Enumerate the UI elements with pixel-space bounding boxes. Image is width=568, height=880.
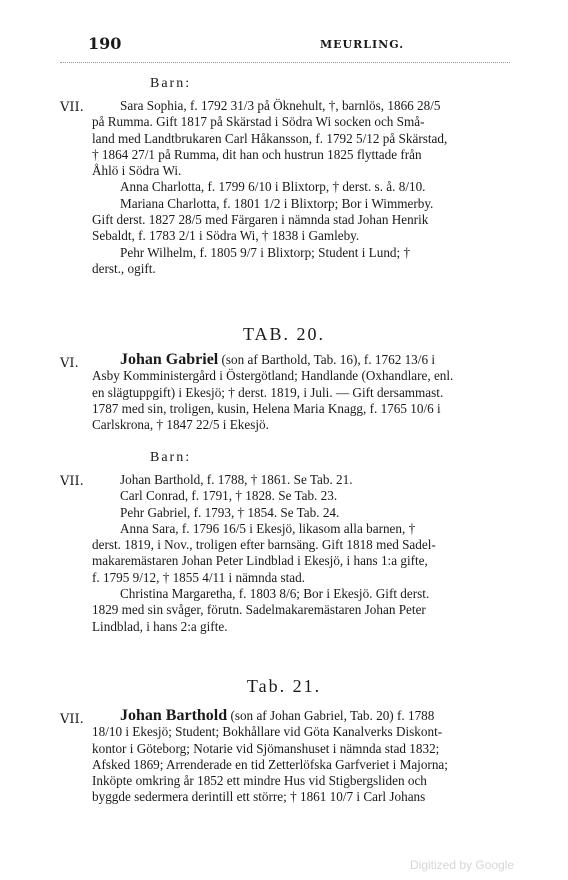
entry-line: 1787 med sin, troligen, kusin, Helena Maria Knagg, f. 1765 10/6 i (92, 400, 441, 416)
entry-line: kontor i Göteborg; Notarie vid Sjömanshuset i nämnda stad 1832; (92, 740, 440, 756)
entry-line: Asby Komministergård i Östergötland; Handlande (Oxhandlare, enl. (92, 368, 454, 384)
entry-line: † 1864 27/1 på Rumma, dit han och hustrun 1825 flyttade från (92, 146, 422, 162)
entry-text: (son af Johan Gabriel, Tab. 20) f. 1788 (227, 708, 435, 723)
children-list (92, 98, 558, 277)
running-head: MEURLING. (320, 38, 405, 51)
entry-line: Lindblad, i hans 2:a gifte. (92, 618, 228, 634)
barn-label: Barn: (150, 76, 192, 91)
entry-line: Carlskrona, † 1847 22/5 i Ekesjö. (92, 417, 269, 433)
generation-marker: VI. (60, 356, 79, 371)
entry-line: byggde sedermera derintill ett större; † 1861 10/7 i Carl Johans (92, 789, 426, 805)
entry-line: Christina Margaretha, f. 1803 8/6; Bor i Ekesjö. Gift derst. (120, 586, 430, 602)
entry-line: Anna Charlotta, f. 1799 6/10 i Blixtorp, † derst. s. å. 8/10. (120, 179, 426, 195)
header-rule (60, 62, 510, 63)
person-name: Johan Gabriel (120, 351, 219, 368)
entry-line: derst. 1819, i Nov., troligen efter barnsäng. Gift 1818 med Sadel- (92, 537, 436, 553)
entry-line: land med Landtbrukaren Carl Håkansson, f. 1792 5/12 på Skärstad, (92, 130, 448, 146)
page-number: 190 (88, 34, 122, 53)
entry-line: makaremästaren Johan Peter Lindblad i Ekesjö, i hans 1:a gifte, (92, 553, 428, 569)
entry-line: en slägtuppgift) i Ekesjö; † derst. 1819, i Juli. — Gift dersammast. (92, 384, 444, 400)
generation-marker: VII. (60, 712, 84, 727)
entry-line: Pehr Gabriel, f. 1793, † 1854. Se Tab. 24. (120, 504, 340, 520)
biography-paragraph (92, 352, 558, 433)
entry-line: Sebaldt, f. 1783 2/1 i Södra Wi, † 1838 i Gamleby. (92, 228, 360, 244)
entry-line: Pehr Wilhelm, f. 1805 9/7 i Blixtorp; Student i Lund; † (120, 244, 411, 260)
watermark: Digitized by Google (410, 858, 515, 872)
person-name: Johan Barthold (120, 707, 228, 724)
entry-line: Åhlö i Södra Wi. (92, 163, 182, 179)
entry-line: Inköpte omkring år 1852 ett mindre Hus vid Stigbergsliden och (92, 773, 427, 789)
entry-line: Carl Conrad, f. 1791, † 1828. Se Tab. 23. (120, 488, 338, 504)
entry-line: derst., ogift. (92, 260, 156, 276)
generation-marker: VII. (60, 474, 84, 489)
entry-line: Sara Sophia, f. 1792 31/3 på Öknehult, †, barnlös, 1866 28/5 (120, 98, 441, 113)
entry-line: Afsked 1869; Arrenderade en tid Zetterlöfska Garfveriet i Majorna; (92, 756, 448, 772)
entry-line: Mariana Charlotta, f. 1801 1/2 i Blixtorp; Bor i Wimmerby. (120, 195, 434, 211)
biography-paragraph (92, 708, 558, 806)
entry-line: på Rumma. Gift 1817 på Skärstad i Södra Wi socken och Små- (92, 114, 425, 130)
section-heading: TAB. 20. (242, 324, 326, 344)
entry-line: Gift derst. 1827 28/5 med Färgaren i nämnda stad Johan Henrik (92, 212, 429, 228)
entry-line: f. 1795 9/12, † 1855 4/11 i nämnda stad. (92, 569, 306, 585)
barn-label: Barn: (150, 450, 192, 465)
entry-line: Anna Sara, f. 1796 16/5 i Ekesjö, likasom alla barnen, † (120, 520, 416, 536)
section-heading: Tab. 21. (246, 676, 322, 696)
entry-line: Johan Barthold, f. 1788, † 1861. Se Tab. 21. (120, 472, 353, 487)
generation-marker: VII. (60, 100, 84, 115)
page-header (88, 34, 528, 54)
children-list (92, 472, 558, 635)
entry-line: 1829 med sin svåger, förutn. Sadelmakaremästaren Johan Peter (92, 602, 426, 618)
entry-text: (son af Barthold, Tab. 16), f. 1762 13/6 i (218, 352, 435, 367)
entry-line: 18/10 i Ekesjö; Student; Bokhållare vid Göta Kanalverks Diskont- (92, 724, 443, 740)
